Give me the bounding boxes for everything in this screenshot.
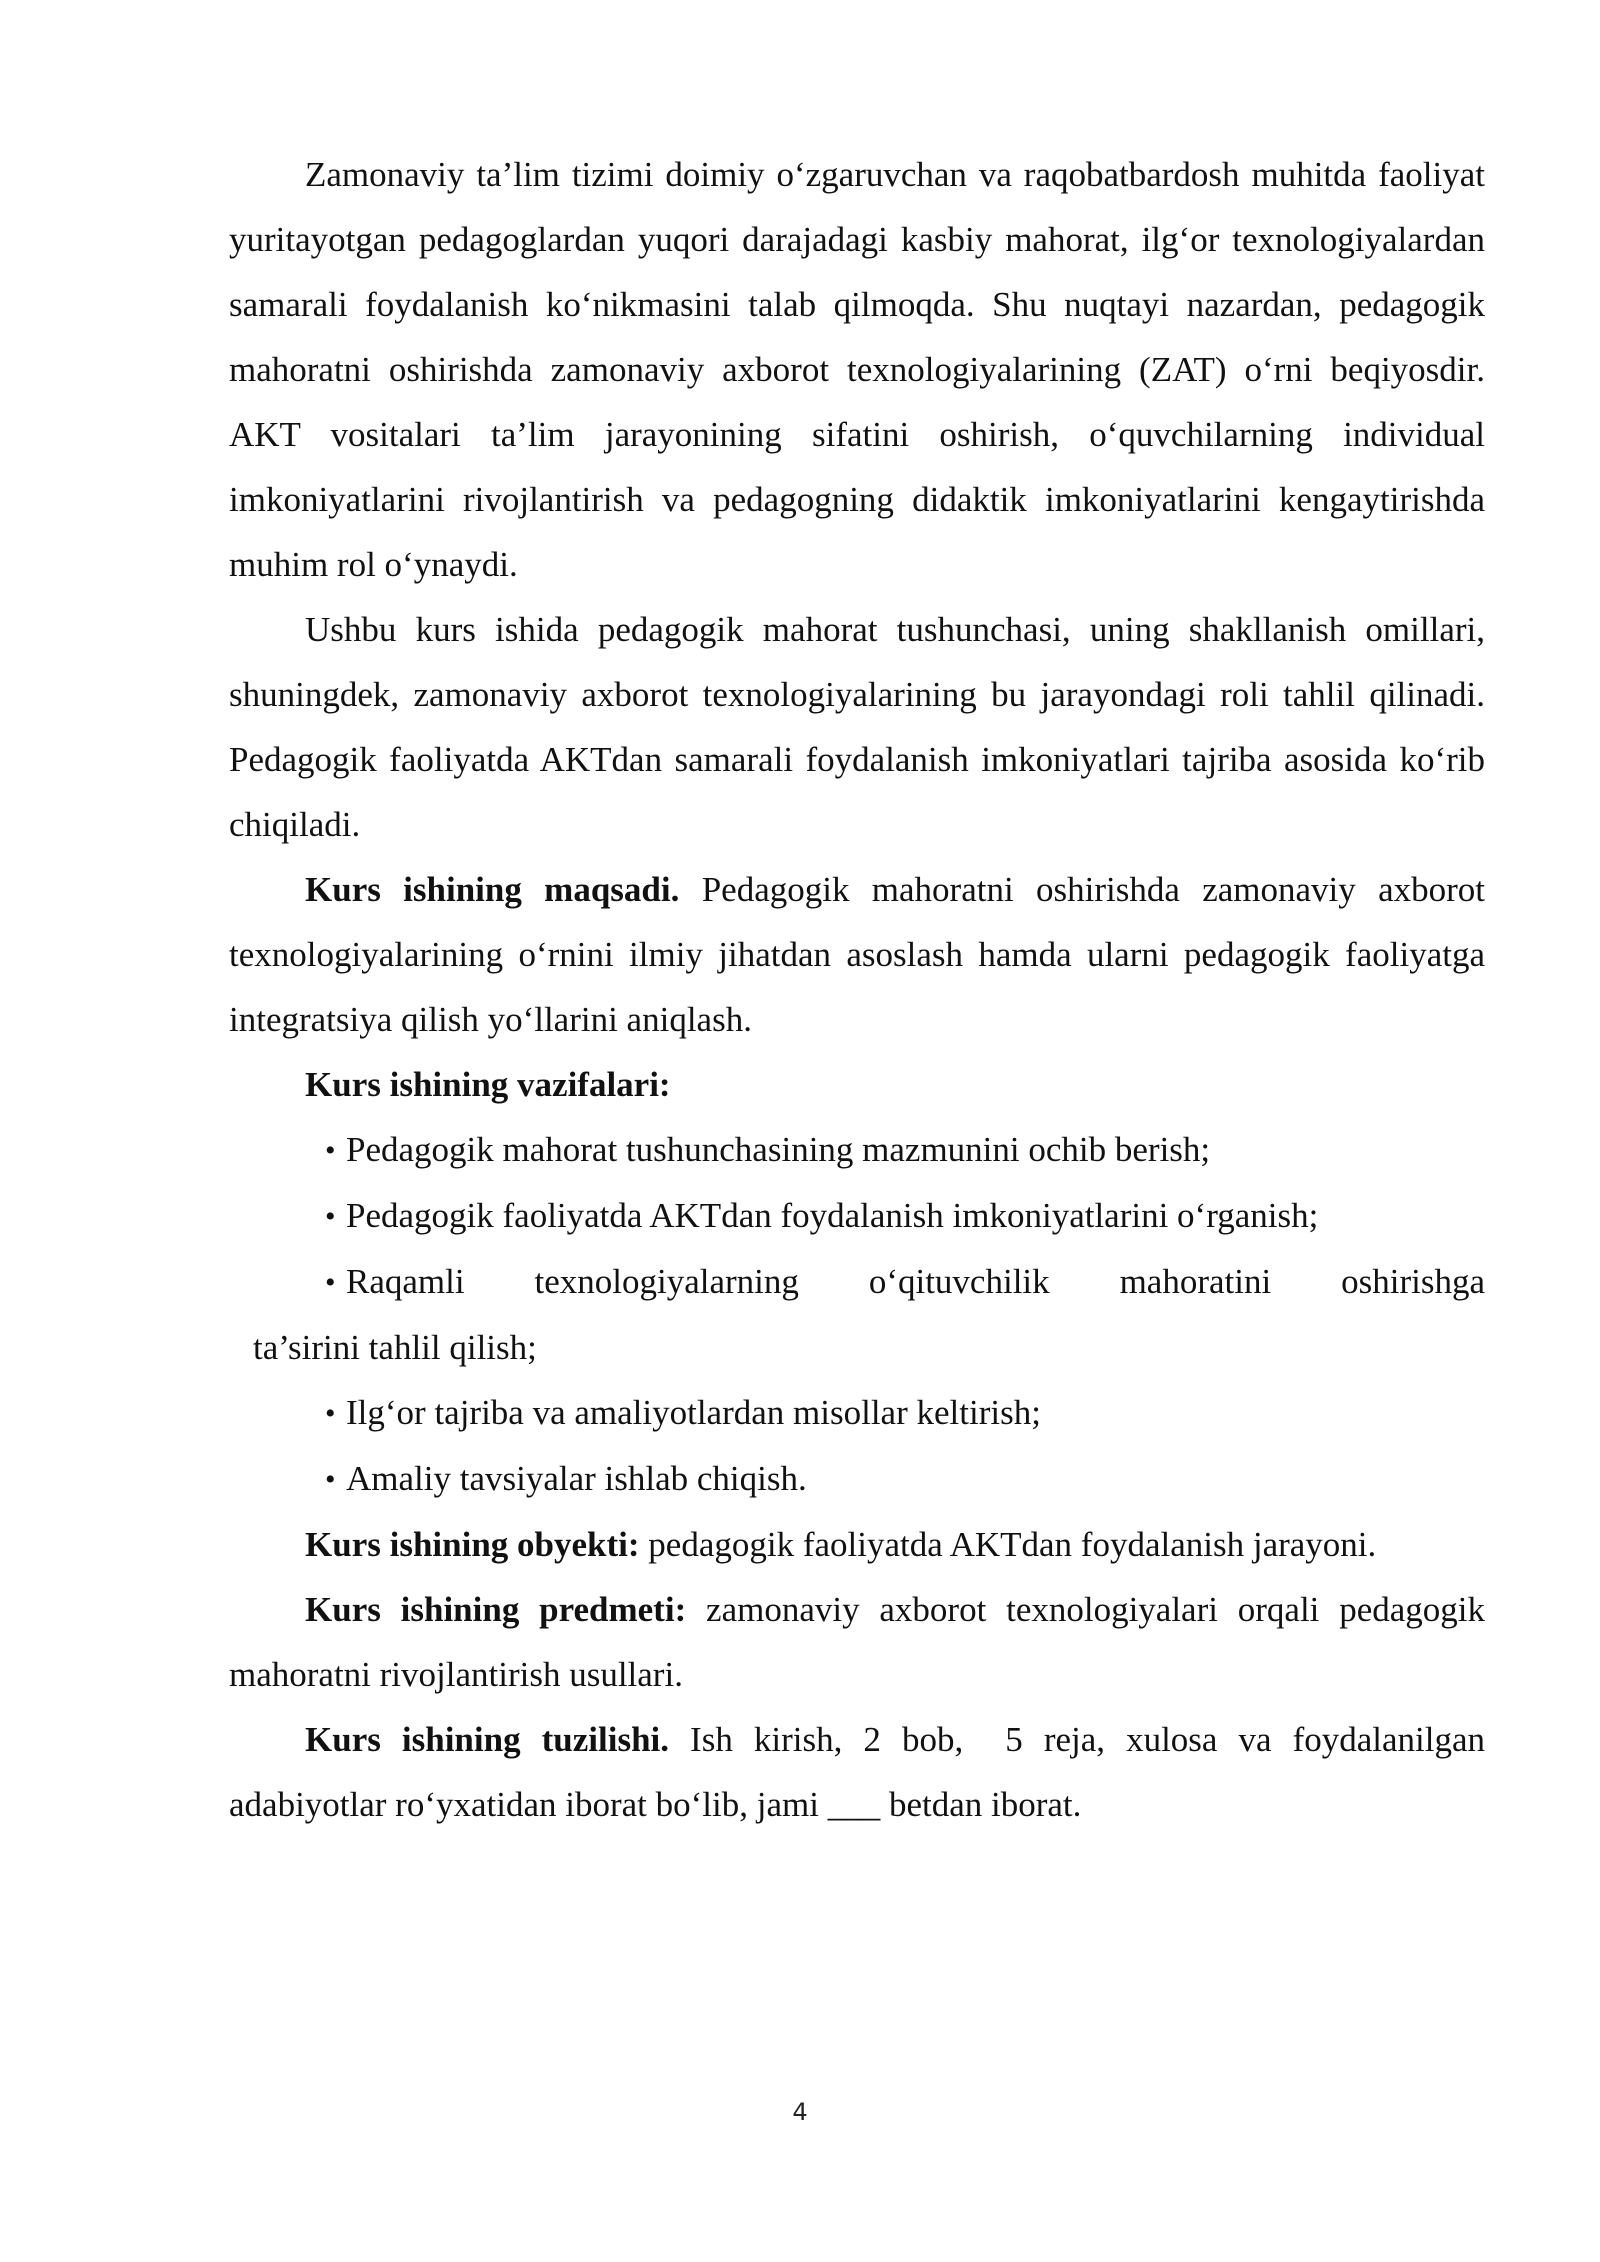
tasks-list [229,1117,1485,1512]
structure-paragraph [229,1707,1494,1837]
body-text [229,142,1494,1837]
list-item-continuation [229,1315,1485,1380]
subject-label: Kurs ishining predmeti: [305,1590,687,1629]
structure-label: Kurs ishining tuzilishi. [305,1720,670,1759]
list-item [229,1380,1485,1446]
intro-paragraph: Zamonaviy ta’lim tizimi doimiy o‘zgaruvchan va raqobatbardosh muhitda faoliyat yuritayotgan pedagoglardan yuqori darajadagi kasbiy mahorat, ilg‘or texnologiyalardan samarali foydalanish ko‘nikmasini talab qilmoqda. Shu nuqtayi nazardan, pedagogik mahoratni oshirishda zamonaviy axborot texnologiyalarining (ZAT) o‘rni beqiyosdir. AKT vositalari ta’lim jarayonining sifatini oshirish, o‘quvchilarning individual imkoniyatlarini rivojlantirish va pedagogning didaktik imkoniyatlarini kengaytirishda muhim rol o‘ynaydi. [229,155,1485,584]
bullet-icon: • [325,1134,336,1167]
object-label: Kurs ishining obyekti: [305,1525,640,1564]
structure-text: Ish kirish, 2 bob, 5 reja, xulosa va foydalanilgan adabiyotlar ro‘yxatidan iborat bo‘lib, jami ___ betdan iborat. [229,1720,1494,1824]
subject-text: zamonaviy axborot texnologiyalari orqali pedagogik mahoratni rivojlantirish usullari. [229,1590,1485,1694]
tasks-label: Kurs ishining vazifalari: [305,1065,671,1104]
list-item-text: Amaliy tavsiyalar ishlab chiqish. [346,1459,807,1498]
subject-paragraph [229,1577,1485,1707]
object-paragraph [229,1512,1485,1577]
list-item-text: Raqamli texnologiyalarning o‘qituvchilik mahoratini oshirishga [346,1262,1485,1301]
page-number: 4 [792,2098,808,2126]
list-item-text: ta’sirini tahlil qilish; [253,1328,537,1367]
list-item [229,1183,1485,1249]
list-item [229,1249,1485,1315]
list-item-text: Ilg‘or tajriba va amaliyotlardan misollar keltirish; [346,1393,1041,1432]
list-item-text: Pedagogik mahorat tushunchasining mazmunini ochib berish; [346,1130,1211,1169]
tasks-heading [229,1052,1485,1117]
bullet-icon: • [325,1266,336,1299]
list-item-text: Pedagogik faoliyatda AKTdan foydalanish imkoniyatlarini o‘rganish; [346,1196,1319,1235]
object-text: pedagogik faoliyatda AKTdan foydalanish jarayoni. [639,1525,1377,1564]
goal-text: Pedagogik mahoratni oshirishda zamonaviy axborot texnologiyalarining o‘rnini ilmiy jihatdan asoslash hamda ularni pedagogik faoliyatga integratsiya qilish yo‘llarini aniqlash. [229,870,1485,1039]
list-item [229,1117,1485,1183]
bullet-icon: • [325,1397,336,1430]
list-item [229,1446,1485,1512]
overview-paragraph: Ushbu kurs ishida pedagogik mahorat tushunchasi, uning shakllanish omillari, shuningdek, zamonaviy axborot texnologiyalarining bu jarayondagi roli tahlil qilinadi. Pedagogik faoliyatda AKTdan samarali foydalanish imkoniyatlari tajriba asosida ko‘rib chiqiladi. [229,610,1485,844]
goal-label: Kurs ishining maqsadi. [305,870,680,909]
bullet-icon: • [325,1200,336,1233]
goal-paragraph [229,857,1485,1052]
bullet-icon: • [325,1463,336,1496]
